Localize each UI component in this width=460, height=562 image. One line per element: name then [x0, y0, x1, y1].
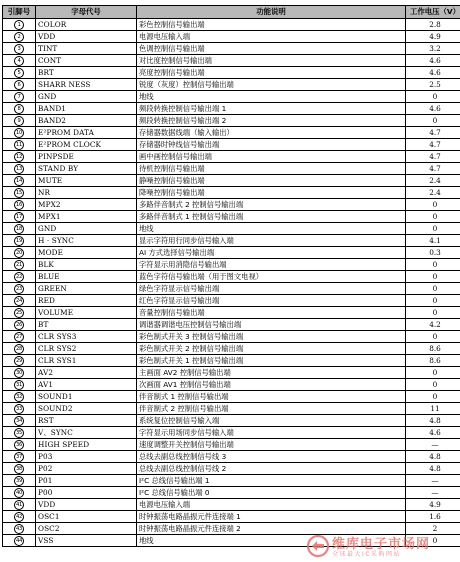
symbol-cell: E²PROM DATA: [36, 127, 137, 139]
symbol-cell: BAND1: [36, 103, 137, 115]
symbol-cell: P00: [36, 487, 137, 499]
symbol-cell: OSC2: [36, 523, 137, 535]
table-row: [3, 319, 460, 331]
table-row: [3, 115, 460, 127]
function-cell: 地线: [137, 91, 406, 103]
function-cell: 地线: [137, 535, 406, 547]
voltage-cell: 4.6: [406, 67, 460, 79]
function-cell: 主画面 AV2 控制信号输出端: [137, 367, 406, 379]
pin-number-cell: [3, 391, 36, 403]
pin-number-cell: [3, 175, 36, 187]
function-cell: 调谐器调谐电压控制信号输出端: [137, 319, 406, 331]
voltage-cell: 4.6: [406, 427, 460, 439]
voltage-cell: 0: [406, 535, 460, 547]
symbol-cell: TINT: [36, 43, 137, 55]
pin-number: 12: [15, 154, 22, 160]
pin-number: 40: [15, 490, 22, 496]
function-cell: 待机控制信号输出端: [137, 163, 406, 175]
voltage-cell: 0: [406, 271, 460, 283]
voltage-cell: 0.3: [406, 247, 460, 259]
symbol-cell: VDD: [36, 31, 137, 43]
symbol-cell: BAND2: [36, 115, 137, 127]
function-cell: I²C 总线信号输出端 0: [137, 487, 406, 499]
voltage-cell: 0: [406, 223, 460, 235]
function-cell: 速度调整开关控制信号输出端: [137, 439, 406, 451]
table-row: [3, 223, 460, 235]
voltage-cell: 3.2: [406, 43, 460, 55]
symbol-cell: PINPSDE: [36, 151, 137, 163]
pin-number: 22: [15, 274, 22, 280]
symbol-cell: RED: [36, 295, 137, 307]
table-body: [3, 19, 460, 547]
function-cell: 彩色制式开关 2 控制信号输出端: [137, 343, 406, 355]
voltage-cell: 0: [406, 91, 460, 103]
voltage-cell: 4.6: [406, 55, 460, 67]
table-row: [3, 163, 460, 175]
pin-number: 36: [15, 442, 22, 448]
pin-number: 39: [15, 478, 22, 484]
voltage-cell: 4.9: [406, 31, 460, 43]
pin-number: 24: [15, 298, 22, 304]
function-cell: 静噪控制信号输出端: [137, 175, 406, 187]
pin-number-cell: [3, 247, 36, 259]
pin-number-cell: [3, 379, 36, 391]
voltage-cell: 2: [406, 523, 460, 535]
function-cell: 显示字符用行同步信号输入端: [137, 235, 406, 247]
voltage-cell: 2.4: [406, 187, 460, 199]
table-row: [3, 211, 460, 223]
symbol-cell: SOUND2: [36, 403, 137, 415]
table-row: [3, 127, 460, 139]
pin-number: 38: [15, 466, 22, 472]
pin-number-cell: [3, 55, 36, 67]
pin-number: 32: [15, 394, 22, 400]
voltage-cell: 0: [406, 283, 460, 295]
voltage-cell: 0: [406, 307, 460, 319]
function-cell: 色调控制信号输出端: [137, 43, 406, 55]
voltage-cell: 0: [406, 379, 460, 391]
voltage-cell: 4.6: [406, 103, 460, 115]
voltage-cell: 4.8: [406, 463, 460, 475]
pin-number: 9: [14, 116, 24, 126]
symbol-cell: CLR SYS3: [36, 331, 137, 343]
pin-number-cell: [3, 511, 36, 523]
function-cell: 彩色制式开关 1 控制信号输出端: [137, 355, 406, 367]
voltage-cell: 4.7: [406, 151, 460, 163]
symbol-cell: P03: [36, 451, 137, 463]
pin-number-cell: [3, 475, 36, 487]
table-row: [3, 271, 460, 283]
pin-number: 34: [15, 418, 22, 424]
function-cell: 多路伴音制式 2 控制信号输出端: [137, 199, 406, 211]
table-row: [3, 403, 460, 415]
voltage-cell: 0: [406, 259, 460, 271]
voltage-cell: 11: [406, 403, 460, 415]
symbol-cell: MPX2: [36, 199, 137, 211]
table-row: [3, 187, 460, 199]
symbol-cell: CLR SYS1: [36, 355, 137, 367]
pin-number: 14: [15, 178, 22, 184]
pin-number-cell: [3, 427, 36, 439]
symbol-cell: BT: [36, 319, 137, 331]
symbol-cell: GND: [36, 223, 137, 235]
table-row: [3, 379, 460, 391]
pin-number: 4: [14, 56, 24, 66]
voltage-cell: 4.1: [406, 235, 460, 247]
pin-number-cell: [3, 331, 36, 343]
pin-number-cell: [3, 415, 36, 427]
symbol-cell: E²PROM CLOCK: [36, 139, 137, 151]
pin-number-cell: [3, 163, 36, 175]
function-cell: 伴音制式 2 控制信号输出端: [137, 403, 406, 415]
table-row: [3, 199, 460, 211]
pin-number-cell: [3, 271, 36, 283]
table-row: [3, 367, 460, 379]
function-cell: 总线去副总线控制信号线 3: [137, 451, 406, 463]
pin-number-cell: [3, 535, 36, 547]
voltage-cell: 0: [406, 367, 460, 379]
pin-number-cell: [3, 343, 36, 355]
table-row: [3, 355, 460, 367]
function-cell: 时钟振荡电路晶振元件连接端 1: [137, 511, 406, 523]
voltage-cell: 4.7: [406, 127, 460, 139]
symbol-cell: COLOR: [36, 19, 137, 31]
function-cell: 频段转换控制信号输出端 2: [137, 115, 406, 127]
pin-number-cell: [3, 223, 36, 235]
voltage-cell: 0: [406, 199, 460, 211]
symbol-cell: CLR SYS2: [36, 343, 137, 355]
pin-number: 31: [15, 382, 22, 388]
pin-number: 27: [15, 334, 22, 340]
table-row: [3, 247, 460, 259]
pin-number: 37: [15, 454, 22, 460]
pin-number: 18: [15, 226, 22, 232]
pin-number: 20: [15, 250, 22, 256]
watermark-sub: 全球最大IC采购网站: [332, 551, 401, 558]
function-cell: 多路伴音制式 1 控制信号输出端: [137, 211, 406, 223]
table-row: [3, 67, 460, 79]
pin-number-cell: [3, 355, 36, 367]
function-cell: 时钟振荡电路晶振元件连接端 2: [137, 523, 406, 535]
pin-number: 8: [14, 104, 24, 114]
pin-number-cell: [3, 523, 36, 535]
function-cell: 伴音制式 1 控制信号输出端: [137, 391, 406, 403]
pin-number: 23: [15, 286, 22, 292]
symbol-cell: H · SYNC: [36, 235, 137, 247]
symbol-cell: VSS: [36, 535, 137, 547]
function-cell: 总线去副总线控制信号线 2: [137, 463, 406, 475]
pin-number-cell: [3, 31, 36, 43]
symbol-cell: VOLUME: [36, 307, 137, 319]
pin-number-cell: [3, 127, 36, 139]
pin-number: 15: [15, 190, 22, 196]
table-row: [3, 31, 460, 43]
pin-number: 5: [14, 68, 24, 78]
function-cell: 红色字符显示信号输出端: [137, 295, 406, 307]
table-row: [3, 43, 460, 55]
pin-number-cell: [3, 187, 36, 199]
voltage-cell: 4.8: [406, 415, 460, 427]
symbol-cell: RST: [36, 415, 137, 427]
voltage-cell: 0: [406, 331, 460, 343]
voltage-cell: 4.9: [406, 499, 460, 511]
pin-number-cell: [3, 259, 36, 271]
pin-number: 2: [14, 32, 24, 42]
header-symbol: 字母代号: [36, 6, 137, 19]
table-row: [3, 103, 460, 115]
pin-number: 7: [14, 92, 24, 102]
pin-number: 10: [15, 130, 22, 136]
table-row: [3, 331, 460, 343]
table-row: [3, 439, 460, 451]
pin-number-cell: [3, 211, 36, 223]
voltage-cell: —: [406, 475, 460, 487]
pin-number: 41: [15, 502, 22, 508]
function-cell: 彩色控制信号输出端: [137, 19, 406, 31]
symbol-cell: VDD: [36, 499, 137, 511]
function-cell: 画中画控制信号输出端: [137, 151, 406, 163]
pin-number: 11: [15, 142, 22, 148]
voltage-cell: 1.6: [406, 511, 460, 523]
pin-number-cell: [3, 295, 36, 307]
symbol-cell: GND: [36, 91, 137, 103]
pin-number: 19: [15, 238, 22, 244]
voltage-cell: —: [406, 439, 460, 451]
function-cell: 锐度（灰度）控制信号输出端: [137, 79, 406, 91]
pin-number-cell: [3, 115, 36, 127]
voltage-cell: 4.7: [406, 163, 460, 175]
table-row: [3, 259, 460, 271]
pin-number-cell: [3, 499, 36, 511]
symbol-cell: OSC1: [36, 511, 137, 523]
table-row: [3, 295, 460, 307]
header-pin: 引脚号: [3, 6, 36, 19]
function-cell: 存储器数据线端（输入输出）: [137, 127, 406, 139]
pin-number: 29: [15, 358, 22, 364]
table-row: [3, 55, 460, 67]
symbol-cell: BLUE: [36, 271, 137, 283]
voltage-cell: 0: [406, 295, 460, 307]
voltage-cell: 0: [406, 115, 460, 127]
function-cell: 绿色字符显示信号输出端: [137, 283, 406, 295]
pin-number-cell: [3, 19, 36, 31]
function-cell: 电源电压输入端: [137, 31, 406, 43]
function-cell: 频段转换控制信号输出端 1: [137, 103, 406, 115]
symbol-cell: NR: [36, 187, 137, 199]
symbol-cell: SOUND1: [36, 391, 137, 403]
symbol-cell: MODE: [36, 247, 137, 259]
function-cell: 系统复位控制信号输入端: [137, 415, 406, 427]
function-cell: 次画面 AV1 控制信号输出端: [137, 379, 406, 391]
voltage-cell: 8.6: [406, 343, 460, 355]
pin-number-cell: [3, 199, 36, 211]
voltage-cell: 2.4: [406, 175, 460, 187]
pin-number-cell: [3, 91, 36, 103]
pin-number: 30: [15, 370, 22, 376]
pin-number: 17: [15, 214, 22, 220]
pin-number-cell: [3, 79, 36, 91]
pin-number: 3: [14, 44, 24, 54]
pin-number: 35: [15, 430, 22, 436]
voltage-cell: 8.6: [406, 355, 460, 367]
symbol-cell: BRT: [36, 67, 137, 79]
function-cell: 彩色制式开关 3 控制信号输出端: [137, 331, 406, 343]
function-cell: 字符显示用消隐信号输出端: [137, 259, 406, 271]
function-cell: 地线: [137, 223, 406, 235]
symbol-cell: MPX1: [36, 211, 137, 223]
table-row: [3, 415, 460, 427]
pin-number-cell: [3, 283, 36, 295]
voltage-cell: 2.5: [406, 79, 460, 91]
table-row: [3, 523, 460, 535]
pin-function-table: [2, 5, 460, 547]
pin-number-cell: [3, 439, 36, 451]
function-cell: 存储器时钟线信号输出端: [137, 139, 406, 151]
table-row: [3, 79, 460, 91]
symbol-cell: STAND BY: [36, 163, 137, 175]
table-row: [3, 391, 460, 403]
table-row: [3, 343, 460, 355]
table-row: [3, 427, 460, 439]
pin-number-cell: [3, 43, 36, 55]
table-row: [3, 511, 460, 523]
pin-number-cell: [3, 451, 36, 463]
table-row: [3, 139, 460, 151]
table-row: [3, 91, 460, 103]
table-row: [3, 475, 460, 487]
table-header-row: [3, 6, 460, 19]
table-row: [3, 175, 460, 187]
function-cell: I²C 总线信号输出端 1: [137, 475, 406, 487]
function-cell: AI 方式选择信号输出端: [137, 247, 406, 259]
voltage-cell: 4.8: [406, 451, 460, 463]
pin-number-cell: [3, 151, 36, 163]
function-cell: 蓝色字符信号输出端（用于图文电视）: [137, 271, 406, 283]
pin-number: 42: [15, 514, 22, 520]
table-row: [3, 283, 460, 295]
function-cell: 电源电压输入端: [137, 499, 406, 511]
table-row: [3, 487, 460, 499]
voltage-cell: 0: [406, 391, 460, 403]
table-row: [3, 463, 460, 475]
table-row: [3, 499, 460, 511]
voltage-cell: 4.7: [406, 139, 460, 151]
pin-number: 25: [15, 310, 22, 316]
table-row: [3, 151, 460, 163]
pin-number-cell: [3, 235, 36, 247]
pin-number: 33: [15, 406, 22, 412]
pin-number: 13: [15, 166, 22, 172]
pin-function-sheet: [2, 5, 458, 547]
voltage-cell: 2.8: [406, 19, 460, 31]
pin-number-cell: [3, 487, 36, 499]
pin-number-cell: [3, 307, 36, 319]
watermark-text: 维库电子市场网: [332, 537, 431, 552]
pin-number-cell: [3, 463, 36, 475]
symbol-cell: P02: [36, 463, 137, 475]
header-voltage: 工作电压（V）: [406, 6, 460, 19]
pin-number: 21: [15, 262, 22, 268]
pin-number: 43: [15, 526, 22, 532]
function-cell: 对比度控制信号输出端: [137, 55, 406, 67]
symbol-cell: AV1: [36, 379, 137, 391]
header-function: 功能说明: [137, 6, 406, 19]
table-row: [3, 451, 460, 463]
symbol-cell: MUTE: [36, 175, 137, 187]
pin-number-cell: [3, 319, 36, 331]
table-row: [3, 19, 460, 31]
table-row: [3, 235, 460, 247]
pin-number-cell: [3, 367, 36, 379]
pin-number: 26: [15, 322, 22, 328]
symbol-cell: CONT: [36, 55, 137, 67]
pin-number-cell: [3, 139, 36, 151]
symbol-cell: P01: [36, 475, 137, 487]
pin-number-cell: [3, 103, 36, 115]
pin-number: 1: [14, 20, 24, 30]
symbol-cell: V、SYNC: [36, 427, 137, 439]
symbol-cell: HIGH SPEED: [36, 439, 137, 451]
pin-number: 6: [14, 80, 24, 90]
pin-number: 16: [15, 202, 22, 208]
function-cell: 降噪控制信号输出端: [137, 187, 406, 199]
table-row: [3, 535, 460, 547]
symbol-cell: GREEN: [36, 283, 137, 295]
symbol-cell: SHARR NESS: [36, 79, 137, 91]
pin-number-cell: [3, 403, 36, 415]
voltage-cell: —: [406, 487, 460, 499]
pin-number: 44: [15, 538, 22, 544]
function-cell: 音量控制信号输出端: [137, 307, 406, 319]
voltage-cell: 4.2: [406, 319, 460, 331]
pin-number-cell: [3, 67, 36, 79]
symbol-cell: AV2: [36, 367, 137, 379]
symbol-cell: BLK: [36, 259, 137, 271]
pin-number: 28: [15, 346, 22, 352]
function-cell: 字符显示用场同步信号输入端: [137, 427, 406, 439]
table-row: [3, 307, 460, 319]
voltage-cell: 0: [406, 211, 460, 223]
function-cell: 亮度控制信号输出端: [137, 67, 406, 79]
